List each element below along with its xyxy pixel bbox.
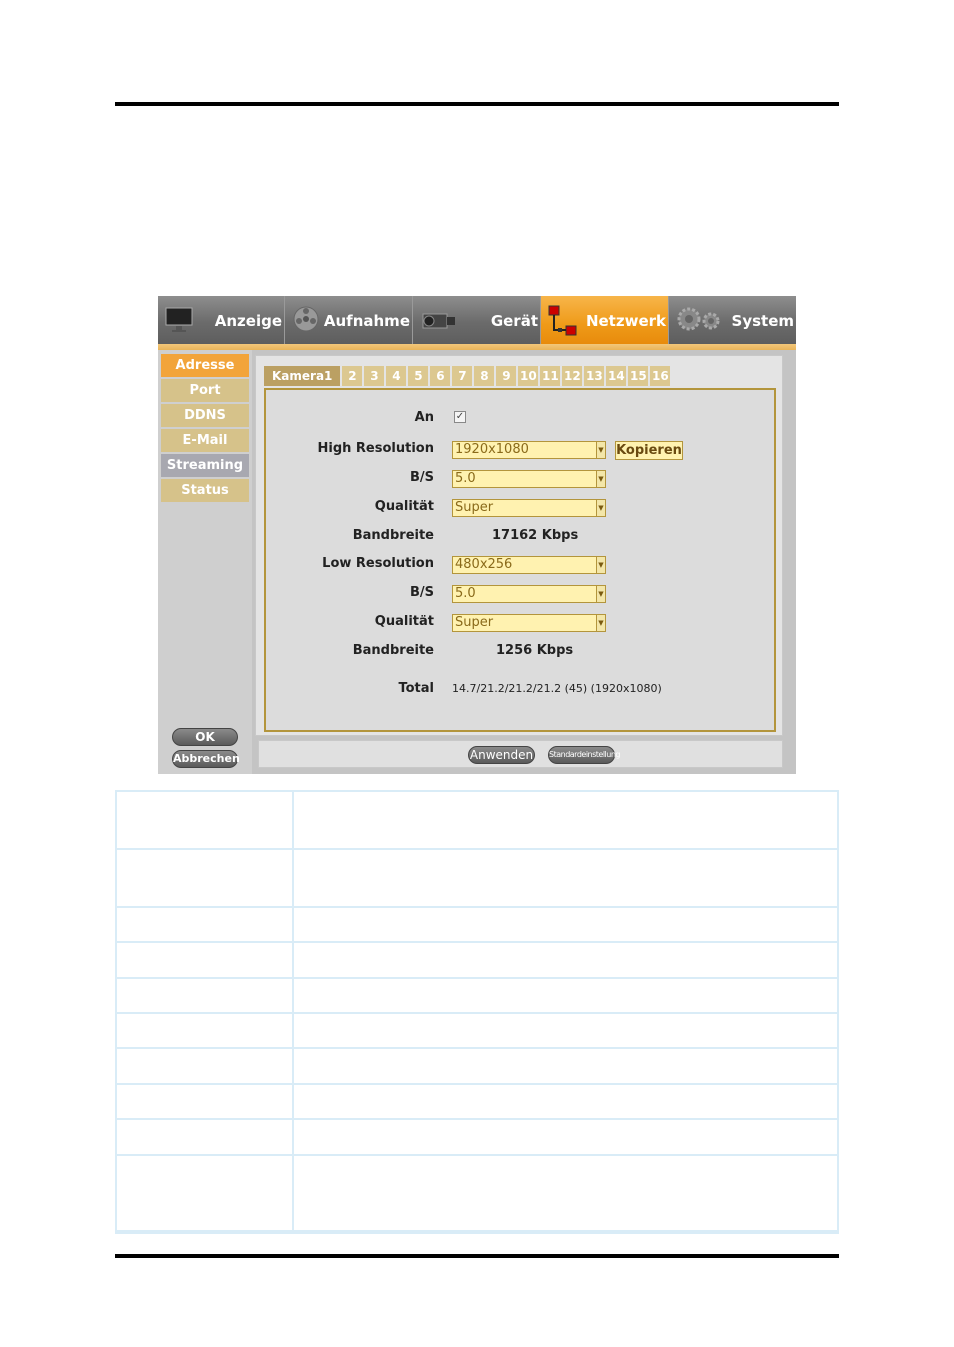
- bottom-rule: [115, 1254, 839, 1258]
- table-row: [117, 908, 837, 943]
- tab-camera-3[interactable]: 3: [364, 366, 384, 386]
- high-quality-select[interactable]: [452, 499, 606, 517]
- tab-camera-12[interactable]: 12: [562, 366, 582, 386]
- quality-label: Qualität: [374, 614, 434, 629]
- tab-camera-2[interactable]: 2: [342, 366, 362, 386]
- tab-camera-5[interactable]: 5: [408, 366, 428, 386]
- sidebar-item-streaming[interactable]: Streaming: [161, 454, 249, 477]
- tab-camera-8[interactable]: 8: [474, 366, 494, 386]
- sidebar-item-ddns[interactable]: DDNS: [161, 404, 249, 427]
- tab-camera-13[interactable]: 13: [584, 366, 604, 386]
- high-bandwidth-value: 17162 Kbps: [492, 528, 579, 543]
- low-quality-select[interactable]: [452, 614, 606, 632]
- high-fps-select[interactable]: [452, 470, 606, 488]
- checkmark-icon: ✓: [455, 411, 465, 422]
- tab-camera-10[interactable]: 10: [518, 366, 538, 386]
- low-resolution-label: Low Resolution: [322, 556, 434, 571]
- monitor-icon: [164, 304, 194, 334]
- dropdown-arrow-icon: ▼: [596, 471, 605, 487]
- quality-label: Qualität: [374, 499, 434, 514]
- nav-tab-geraet[interactable]: [413, 296, 541, 344]
- nav-tab-label: Netzwerk: [585, 312, 666, 330]
- high-resolution-select[interactable]: [452, 441, 606, 459]
- description-table: [115, 790, 839, 1234]
- ok-button[interactable]: OK: [172, 728, 238, 746]
- top-rule: [115, 102, 839, 106]
- camera-tabs: [264, 366, 672, 388]
- high-fps-value: 5.0: [455, 471, 476, 486]
- table-column-divider: [292, 792, 294, 1232]
- camera-icon: [419, 304, 449, 334]
- dropdown-arrow-icon: ▼: [596, 557, 605, 573]
- tab-camera-11[interactable]: 11: [540, 366, 560, 386]
- dropdown-arrow-icon: ▼: [596, 500, 605, 516]
- dropdown-arrow-icon: ▼: [596, 615, 605, 631]
- film-reel-icon: [291, 304, 321, 334]
- tab-camera-16[interactable]: 16: [650, 366, 670, 386]
- table-row: [117, 1014, 837, 1049]
- table-row: [117, 1049, 837, 1085]
- gears-icon: [675, 304, 705, 334]
- table-row: [117, 979, 837, 1014]
- sidebar-item-port[interactable]: Port: [161, 379, 249, 402]
- low-bandwidth-value: 1256 Kbps: [496, 643, 574, 658]
- enabled-label: An: [414, 410, 434, 425]
- top-navigation: [158, 296, 796, 344]
- dvr-settings-window: [158, 296, 796, 774]
- low-resolution-value: 480x256: [455, 557, 513, 572]
- fps-label: B/S: [409, 585, 434, 600]
- table-row: [117, 792, 837, 850]
- tab-camera-1[interactable]: Kamera1: [264, 366, 340, 386]
- nav-tab-netzwerk[interactable]: [541, 296, 669, 344]
- bandwidth-label: Bandbreite: [352, 528, 434, 543]
- low-fps-select[interactable]: [452, 585, 606, 603]
- sidebar-item-adresse[interactable]: Adresse: [161, 354, 249, 377]
- high-resolution-value: 1920x1080: [455, 442, 529, 457]
- nav-tab-label: Aufnahme: [323, 312, 410, 330]
- nav-tab-label: Gerät: [490, 312, 538, 330]
- low-fps-value: 5.0: [455, 586, 476, 601]
- tab-camera-7[interactable]: 7: [452, 366, 472, 386]
- default-settings-button[interactable]: Standardeinstellung: [548, 746, 615, 764]
- sidebar-item-email[interactable]: E-Mail: [161, 429, 249, 452]
- low-quality-value: Super: [455, 615, 494, 630]
- tab-camera-4[interactable]: 4: [386, 366, 406, 386]
- tab-camera-9[interactable]: 9: [496, 366, 516, 386]
- nav-tab-anzeige[interactable]: [158, 296, 285, 344]
- table-row: [117, 943, 837, 979]
- nav-tab-aufnahme[interactable]: [285, 296, 413, 344]
- total-value: 14.7/21.2/21.2/21.2 (45) (1920x1080): [452, 682, 662, 695]
- table-row: [117, 1156, 837, 1232]
- dropdown-arrow-icon: ▼: [596, 442, 605, 458]
- content-area: [255, 355, 783, 736]
- tab-camera-15[interactable]: 15: [628, 366, 648, 386]
- tab-camera-14[interactable]: 14: [606, 366, 626, 386]
- enabled-checkbox[interactable]: [454, 411, 466, 423]
- total-label: Total: [398, 681, 434, 696]
- dropdown-arrow-icon: ▼: [596, 586, 605, 602]
- table-row: [117, 1085, 837, 1120]
- cancel-button[interactable]: Abbrechen: [172, 750, 238, 768]
- table-row: [117, 1120, 837, 1156]
- streaming-settings-panel: [264, 388, 776, 732]
- high-resolution-label: High Resolution: [317, 441, 434, 456]
- bottom-action-bar: [258, 740, 783, 768]
- high-quality-value: Super: [455, 500, 494, 515]
- tab-camera-6[interactable]: 6: [430, 366, 450, 386]
- nav-tab-label: System: [731, 312, 794, 330]
- copy-button[interactable]: Kopieren: [616, 443, 682, 458]
- table-row: [117, 850, 837, 908]
- low-resolution-select[interactable]: [452, 556, 606, 574]
- nav-accent-strip: [158, 344, 796, 350]
- sidebar: [158, 350, 252, 774]
- bandwidth-label: Bandbreite: [352, 643, 434, 658]
- apply-button[interactable]: Anwenden: [469, 748, 534, 762]
- sidebar-item-status[interactable]: Status: [161, 479, 249, 502]
- nav-tab-label: Anzeige: [214, 312, 282, 330]
- network-icon: [547, 304, 577, 334]
- nav-tab-system[interactable]: [669, 296, 796, 344]
- fps-label: B/S: [409, 470, 434, 485]
